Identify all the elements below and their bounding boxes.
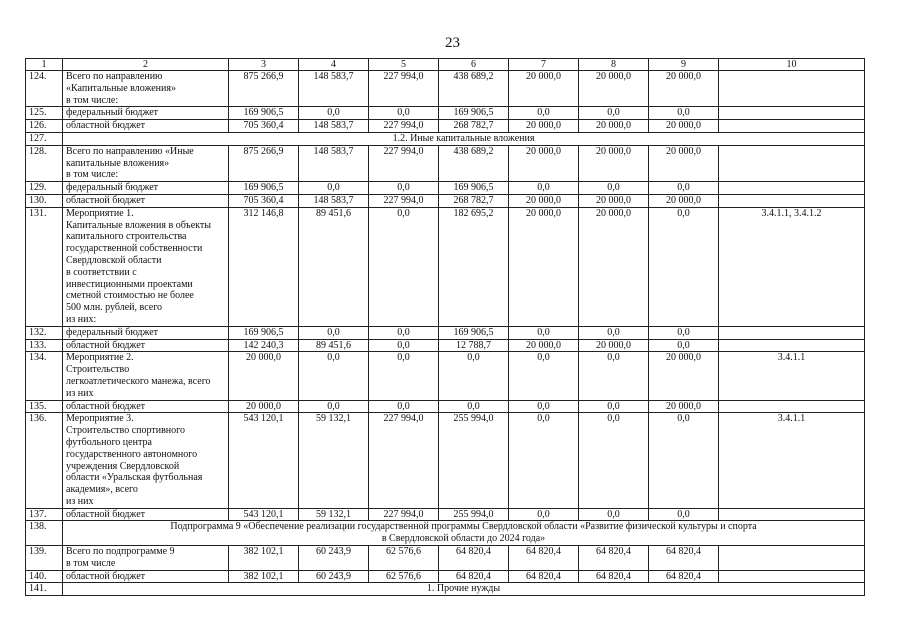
amount-cell: 0,0 — [369, 352, 439, 400]
table-row — [26, 339, 865, 352]
amount-cell: 142 240,3 — [229, 339, 299, 352]
header-cell: 7 — [509, 59, 579, 71]
item-description — [63, 546, 229, 571]
section-heading: 1.2. Иные капитальные вложения — [63, 132, 865, 145]
table-row — [26, 521, 865, 546]
amount-cell: 227 994,0 — [369, 145, 439, 181]
header-row — [26, 59, 865, 71]
amount-cell: 0,0 — [299, 107, 369, 120]
amount-cell: 0,0 — [649, 326, 719, 339]
amount-cell: 0,0 — [649, 508, 719, 521]
row-number: 125. — [26, 107, 63, 120]
row-number: 138. — [26, 521, 63, 546]
amount-cell: 0,0 — [299, 182, 369, 195]
amount-cell: 255 994,0 — [439, 413, 509, 508]
amount-cell: 0,0 — [369, 326, 439, 339]
amount-cell: 64 820,4 — [509, 570, 579, 583]
table-row — [26, 120, 865, 133]
heading-line: Подпрограмма 9 «Обеспечение реализации государственной программы Свердловской области «Развитие физической культуры и спорта — [170, 521, 757, 533]
amount-cell: 438 689,2 — [439, 71, 509, 107]
table-row — [26, 107, 865, 120]
description-line: Строительство — [66, 364, 130, 376]
amount-cell: 20 000,0 — [509, 71, 579, 107]
amount-cell: 0,0 — [509, 107, 579, 120]
amount-cell: 64 820,4 — [649, 570, 719, 583]
item-description — [63, 413, 229, 508]
amount-cell: 20 000,0 — [229, 400, 299, 413]
amount-cell: 0,0 — [579, 326, 649, 339]
table-row — [26, 546, 865, 571]
description-line: из них — [66, 387, 94, 399]
table-row — [26, 326, 865, 339]
description-line: инвестиционными проектами — [66, 278, 193, 290]
amount-cell: 64 820,4 — [579, 570, 649, 583]
header-cell: 8 — [579, 59, 649, 71]
amount-cell: 20 000,0 — [649, 120, 719, 133]
description-line: областной бюджет — [66, 400, 146, 412]
amount-cell: 0,0 — [509, 508, 579, 521]
amount-cell: 20 000,0 — [509, 339, 579, 352]
amount-cell: 182 695,2 — [439, 207, 509, 326]
header-cell: 6 — [439, 59, 509, 71]
target-reference — [719, 570, 865, 583]
header-cell: 1 — [26, 59, 63, 71]
description-line: областной бюджет — [66, 339, 146, 351]
item-description — [63, 508, 229, 521]
amount-cell: 875 266,9 — [229, 145, 299, 181]
description-line: Мероприятие 2. — [66, 352, 134, 364]
amount-cell: 0,0 — [649, 413, 719, 508]
amount-cell: 20 000,0 — [649, 194, 719, 207]
heading-line: в Свердловской области до 2024 года» — [381, 533, 546, 545]
description-line: капитальные вложения» — [66, 157, 170, 169]
row-number: 134. — [26, 352, 63, 400]
header-cell: 5 — [369, 59, 439, 71]
amount-cell: 543 120,1 — [229, 413, 299, 508]
description-line: в том числе — [66, 557, 116, 569]
target-reference — [719, 107, 865, 120]
description-line: футбольного центра — [66, 436, 152, 448]
table-row — [26, 194, 865, 207]
amount-cell: 59 132,1 — [299, 413, 369, 508]
row-number: 141. — [26, 583, 63, 596]
description-line: в соответствии с — [66, 266, 137, 278]
description-line: из них: — [66, 313, 97, 325]
item-description — [63, 120, 229, 133]
row-number: 131. — [26, 207, 63, 326]
row-number: 128. — [26, 145, 63, 181]
amount-cell: 12 788,7 — [439, 339, 509, 352]
amount-cell: 312 146,8 — [229, 207, 299, 326]
amount-cell: 169 906,5 — [229, 326, 299, 339]
description-line: областной бюджет — [66, 194, 146, 206]
amount-cell: 0,0 — [649, 339, 719, 352]
amount-cell: 20 000,0 — [509, 145, 579, 181]
amount-cell: 60 243,9 — [299, 570, 369, 583]
amount-cell: 255 994,0 — [439, 508, 509, 521]
item-description — [63, 570, 229, 583]
row-number: 139. — [26, 546, 63, 571]
row-number: 140. — [26, 570, 63, 583]
row-number: 133. — [26, 339, 63, 352]
subprogram-heading — [63, 521, 865, 546]
description-line: Строительство спортивного — [66, 425, 186, 437]
description-line: учреждения Свердловской — [66, 460, 180, 472]
item-description — [63, 194, 229, 207]
header-cell: 10 — [719, 59, 865, 71]
description-line: областной бюджет — [66, 120, 146, 132]
amount-cell: 64 820,4 — [649, 546, 719, 571]
amount-cell: 227 994,0 — [369, 194, 439, 207]
amount-cell: 0,0 — [579, 182, 649, 195]
amount-cell: 20 000,0 — [509, 207, 579, 326]
description-line: областной бюджет — [66, 508, 146, 520]
description-line: области «Уральская футбольная — [66, 472, 203, 484]
table-row — [26, 182, 865, 195]
amount-cell: 169 906,5 — [439, 326, 509, 339]
amount-cell: 0,0 — [369, 400, 439, 413]
amount-cell: 543 120,1 — [229, 508, 299, 521]
row-number: 132. — [26, 326, 63, 339]
amount-cell: 169 906,5 — [439, 107, 509, 120]
amount-cell: 20 000,0 — [649, 352, 719, 400]
amount-cell: 20 000,0 — [579, 71, 649, 107]
target-reference — [719, 71, 865, 107]
target-reference — [719, 400, 865, 413]
amount-cell: 89 451,6 — [299, 339, 369, 352]
amount-cell: 0,0 — [649, 207, 719, 326]
amount-cell: 169 906,5 — [439, 182, 509, 195]
description-line: сметной стоимостью не более — [66, 290, 194, 302]
table-row — [26, 352, 865, 400]
amount-cell: 0,0 — [509, 413, 579, 508]
amount-cell: 20 000,0 — [509, 120, 579, 133]
target-reference — [719, 326, 865, 339]
description-line: Всего по направлению «Иные — [66, 145, 194, 157]
amount-cell: 705 360,4 — [229, 120, 299, 133]
item-description — [63, 352, 229, 400]
description-line: «Капитальные вложения» — [66, 82, 176, 94]
item-description — [63, 339, 229, 352]
amount-cell: 0,0 — [509, 326, 579, 339]
amount-cell: 227 994,0 — [369, 71, 439, 107]
item-description — [63, 182, 229, 195]
table-row — [26, 413, 865, 508]
amount-cell: 20 000,0 — [579, 120, 649, 133]
amount-cell: 59 132,1 — [299, 508, 369, 521]
amount-cell: 20 000,0 — [579, 145, 649, 181]
page-number: 23 — [445, 35, 460, 51]
amount-cell: 0,0 — [369, 182, 439, 195]
amount-cell: 0,0 — [509, 400, 579, 413]
amount-cell: 62 576,6 — [369, 546, 439, 571]
description-line: Свердловской области — [66, 254, 162, 266]
item-description — [63, 71, 229, 107]
item-description — [63, 400, 229, 413]
amount-cell: 64 820,4 — [439, 546, 509, 571]
target-reference — [719, 339, 865, 352]
amount-cell: 382 102,1 — [229, 546, 299, 571]
row-number: 137. — [26, 508, 63, 521]
amount-cell: 64 820,4 — [579, 546, 649, 571]
target-reference — [719, 194, 865, 207]
amount-cell: 382 102,1 — [229, 570, 299, 583]
amount-cell: 20 000,0 — [579, 339, 649, 352]
row-number: 129. — [26, 182, 63, 195]
description-line: государственного автономного — [66, 448, 198, 460]
target-reference: 3.4.1.1 — [719, 352, 865, 400]
amount-cell: 227 994,0 — [369, 413, 439, 508]
description-line: в том числе: — [66, 169, 119, 181]
row-number: 130. — [26, 194, 63, 207]
target-reference: 3.4.1.1, 3.4.1.2 — [719, 207, 865, 326]
description-line: областной бюджет — [66, 570, 146, 582]
item-description — [63, 207, 229, 326]
amount-cell: 62 576,6 — [369, 570, 439, 583]
amount-cell: 0,0 — [509, 352, 579, 400]
description-line: академия», всего — [66, 484, 138, 496]
description-line: в том числе: — [66, 94, 119, 106]
description-line: федеральный бюджет — [66, 107, 159, 119]
amount-cell: 0,0 — [369, 107, 439, 120]
amount-cell: 0,0 — [649, 182, 719, 195]
target-reference — [719, 508, 865, 521]
amount-cell: 64 820,4 — [439, 570, 509, 583]
amount-cell: 148 583,7 — [299, 120, 369, 133]
amount-cell: 0,0 — [299, 400, 369, 413]
description-line: федеральный бюджет — [66, 182, 159, 194]
amount-cell: 89 451,6 — [299, 207, 369, 326]
amount-cell: 20 000,0 — [579, 194, 649, 207]
amount-cell: 875 266,9 — [229, 71, 299, 107]
target-reference — [719, 182, 865, 195]
amount-cell: 227 994,0 — [369, 508, 439, 521]
description-line: капитального строительства — [66, 231, 187, 243]
amount-cell: 705 360,4 — [229, 194, 299, 207]
amount-cell: 0,0 — [439, 352, 509, 400]
row-number: 136. — [26, 413, 63, 508]
description-line: Капитальные вложения в объекты — [66, 219, 211, 231]
amount-cell: 0,0 — [439, 400, 509, 413]
amount-cell: 169 906,5 — [229, 107, 299, 120]
table-row — [26, 583, 865, 596]
section-heading: 1. Прочие нужды — [63, 583, 865, 596]
amount-cell: 20 000,0 — [579, 207, 649, 326]
amount-cell: 0,0 — [509, 182, 579, 195]
amount-cell: 20 000,0 — [649, 71, 719, 107]
amount-cell: 0,0 — [299, 352, 369, 400]
amount-cell: 148 583,7 — [299, 71, 369, 107]
amount-cell: 227 994,0 — [369, 120, 439, 133]
amount-cell: 0,0 — [369, 339, 439, 352]
row-number: 126. — [26, 120, 63, 133]
amount-cell: 0,0 — [369, 207, 439, 326]
amount-cell: 60 243,9 — [299, 546, 369, 571]
amount-cell: 0,0 — [579, 352, 649, 400]
row-number: 124. — [26, 71, 63, 107]
header-cell: 2 — [63, 59, 229, 71]
description-line: из них — [66, 495, 94, 507]
amount-cell: 0,0 — [579, 413, 649, 508]
item-description — [63, 145, 229, 181]
description-line: Всего по подпрограмме 9 — [66, 546, 175, 558]
header-cell: 9 — [649, 59, 719, 71]
table-row — [26, 207, 865, 326]
target-reference — [719, 145, 865, 181]
table-row — [26, 570, 865, 583]
item-description — [63, 107, 229, 120]
description-line: Всего по направлению — [66, 71, 163, 82]
amount-cell: 148 583,7 — [299, 145, 369, 181]
amount-cell: 169 906,5 — [229, 182, 299, 195]
description-line: Мероприятие 3. — [66, 413, 134, 425]
row-number: 135. — [26, 400, 63, 413]
amount-cell: 20 000,0 — [649, 145, 719, 181]
target-reference: 3.4.1.1 — [719, 413, 865, 508]
amount-cell: 20 000,0 — [509, 194, 579, 207]
amount-cell: 0,0 — [649, 107, 719, 120]
table-row — [26, 508, 865, 521]
amount-cell: 0,0 — [579, 400, 649, 413]
amount-cell: 0,0 — [299, 326, 369, 339]
amount-cell: 0,0 — [579, 508, 649, 521]
amount-cell: 20 000,0 — [229, 352, 299, 400]
header-cell: 4 — [299, 59, 369, 71]
table-row — [26, 145, 865, 181]
description-line: 500 млн. рублей, всего — [66, 302, 163, 314]
amount-cell: 268 782,7 — [439, 120, 509, 133]
amount-cell: 64 820,4 — [509, 546, 579, 571]
amount-cell: 20 000,0 — [649, 400, 719, 413]
amount-cell: 438 689,2 — [439, 145, 509, 181]
row-number: 127. — [26, 132, 63, 145]
budget-table — [25, 58, 865, 596]
amount-cell: 148 583,7 — [299, 194, 369, 207]
table-row — [26, 400, 865, 413]
target-reference — [719, 546, 865, 571]
amount-cell: 0,0 — [579, 107, 649, 120]
table-row — [26, 132, 865, 145]
header-cell: 3 — [229, 59, 299, 71]
item-description — [63, 326, 229, 339]
description-line: государственной собственности — [66, 243, 203, 255]
target-reference — [719, 120, 865, 133]
table-row — [26, 71, 865, 107]
description-line: федеральный бюджет — [66, 326, 159, 338]
amount-cell: 268 782,7 — [439, 194, 509, 207]
description-line: легкоатлетического манежа, всего — [66, 375, 211, 387]
description-line: Мероприятие 1. — [66, 207, 134, 219]
